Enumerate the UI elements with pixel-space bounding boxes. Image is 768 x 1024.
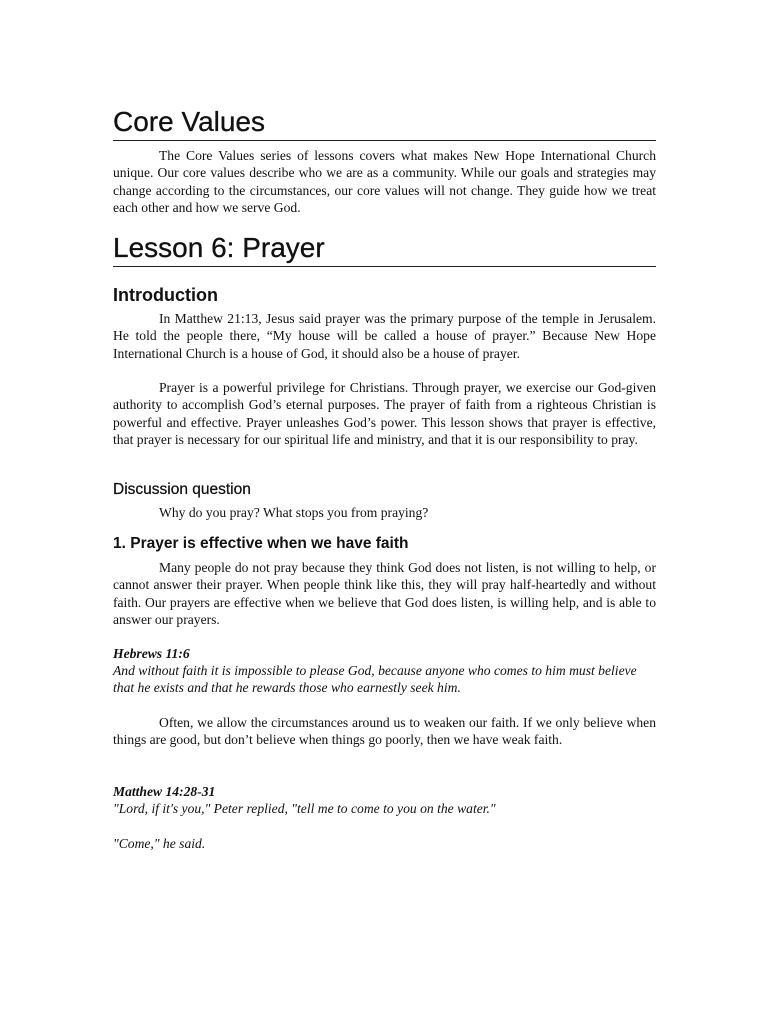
scripture-verse-hebrews: And without faith it is impossible to please God, because anyone who comes to him must believe that he exists and that he rewards those who earnestly seek him.: [113, 663, 637, 696]
section-1-paragraph-1: Many people do not pray because they think God does not listen, is not willing to help, or cannot answer their prayer. When people think like this, they will pray half-heartedly and without faith. Our prayers are effective when we believe that God does listen, is willing help, and is able to answer our prayers.: [113, 560, 656, 628]
scripture-reference-matthew: Matthew 14:28-31: [113, 784, 216, 799]
discussion-heading: Discussion question: [113, 481, 251, 498]
discussion-question: Why do you pray? What stops you from praying?: [159, 505, 429, 520]
scripture-reference-hebrews: Hebrews 11:6: [113, 646, 190, 661]
core-values-title: Core Values: [113, 106, 656, 141]
scripture-verse-matthew-line-2: "Come," he said.: [113, 836, 206, 851]
lesson-title: Lesson 6: Prayer: [113, 232, 656, 267]
section-1-heading: 1. Prayer is effective when we have faith: [113, 535, 409, 552]
introduction-heading: Introduction: [113, 285, 218, 305]
section-1-paragraph-2: Often, we allow the circumstances around us to weaken our faith. If we only believe when things are good, but don’t believe when things go poorly, then we have weak faith.: [113, 715, 656, 748]
introduction-paragraph-2: Prayer is a powerful privilege for Christians. Through prayer, we exercise our God-given authority to accomplish God’s eternal purposes. The prayer of faith from a righteous Christian is powerful and effective. Prayer unleashes God’s power. This lesson shows that prayer is effective, that prayer is necessary for our spiritual life and ministry, and that it is our responsibility to pray.: [113, 380, 656, 448]
introduction-paragraph-1: In Matthew 21:13, Jesus said prayer was the primary purpose of the temple in Jerusalem. He told the people there, “My house will be called a house of prayer.” Because New Hope International Church is a house of God, it should also be a house of prayer.: [113, 311, 656, 361]
scripture-verse-matthew-line-1: "Lord, if it's you," Peter replied, "tell me to come to you on the water.": [113, 801, 496, 816]
core-values-intro: The Core Values series of lessons covers what makes New Hope International Church unique. Our core values describe who we are as a community. While our goals and strategies may change according to the circumstances, our core values will not change. They guide how we treat each other and how we serve God.: [113, 148, 656, 216]
